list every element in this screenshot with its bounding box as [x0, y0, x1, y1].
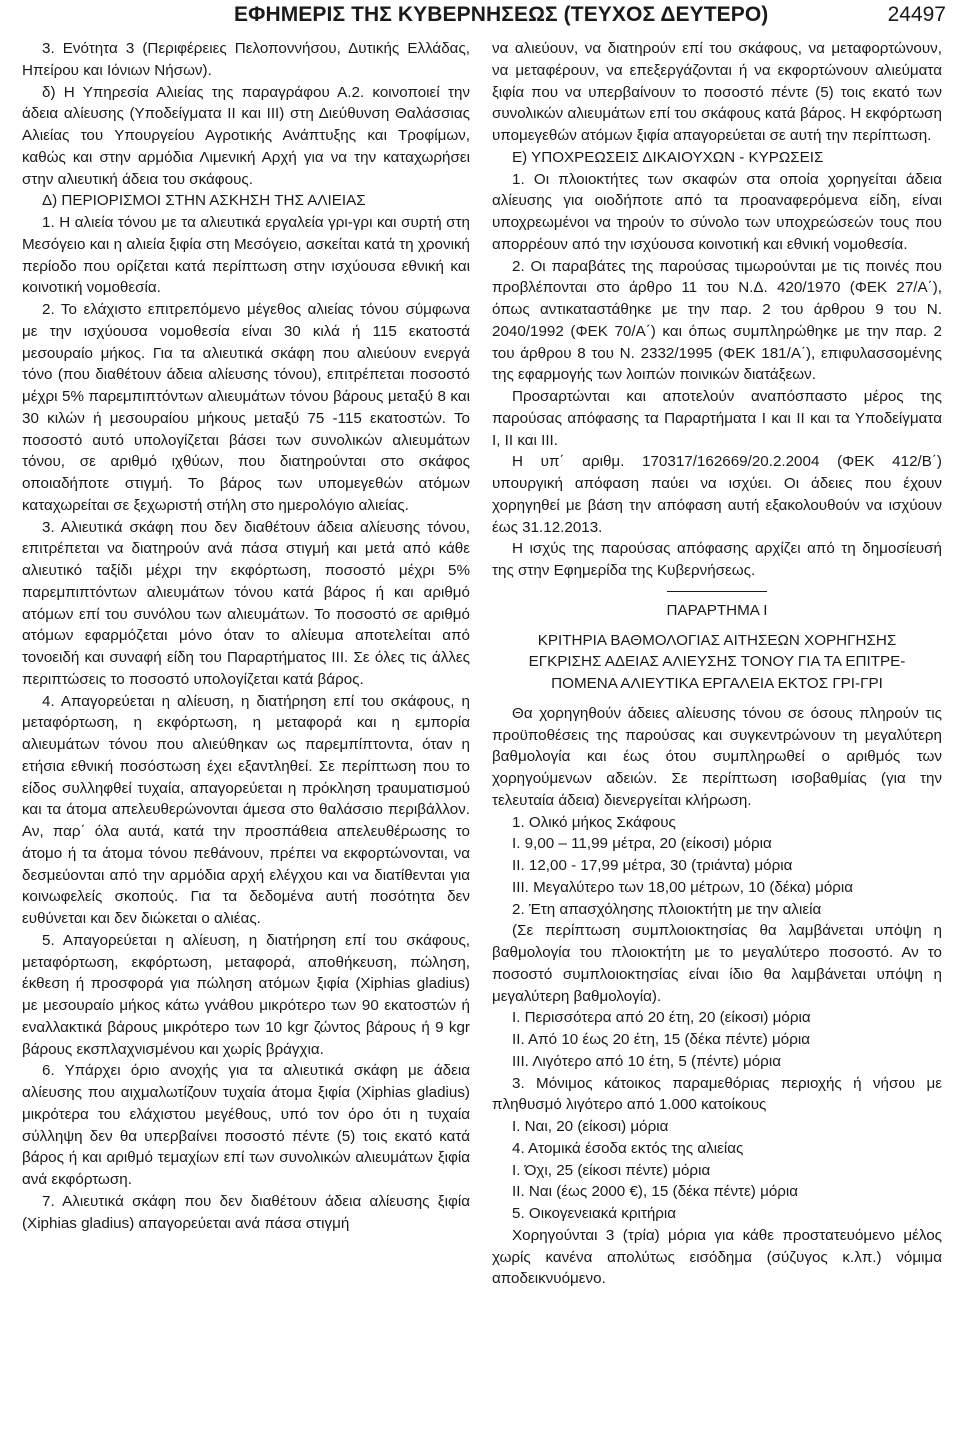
section-heading-d: Δ) ΠΕΡΙΟΡΙΣΜΟΙ ΣΤΗΝ ΑΣΚΗΣΗ ΤΗΣ ΑΛΙΕΙΑΣ: [42, 192, 366, 210]
criterion-3: 3. Μόνιμος κάτοικος παραμεθόριας περιοχής ή νήσου με πληθυσμό λιγότερο από 1.000 κατοίκους: [492, 1074, 942, 1114]
criterion-1: 1. Ολικό μήκος Σκάφους: [512, 813, 676, 831]
paragraph-validity: Η ισχύς της παρούσας απόφασης αρχίζει από τη δημοσίευσή της στην Εφημερίδα της Κυβερνήσεως.: [492, 540, 942, 579]
annex-intro: Θα χορηγηθούν άδειες αλίευσης τόνου σε όσους πληρούν τις προϋποθέσεις της παρούσας και συγκεντρώνουν τη μεγαλύτερη βαθμολογία και έως ότου συμπληρωθεί ο αριθμός των χορηγούμενων αδειών. Σε περίπτωση ισοβαθμίας (για την τελευταία άδεια) διενεργείται κλήρωση.: [492, 704, 942, 809]
criterion-2-option-iii: ΙΙΙ. Λιγότερο από 10 έτη, 5 (πέντε) μόρια: [512, 1052, 781, 1070]
criterion-2-note: (Σε περίπτωση συμπλοιοκτησίας θα λαμβάνεται υπόψη η βαθμολογία του πλοιοκτήτη με το μεγαλύτερο ποσοστό. Αν το ποσοστό συμπλοιοκτησίας είναι ίδιο θα λαμβάνεται υπόψη η μεγαλύτερη βαθμολογία).: [492, 922, 942, 1005]
page-number: 24497: [887, 3, 946, 26]
paragraph-continuation: να αλιεύουν, να διατηρούν επί του σκάφους, να μεταφορτώνουν, να μεταφέρουν, να επεξεργάζονται ή να εκφορτώνουν αλιεύματα ξιφία που να υπερβαίνουν το ποσοστό πέντε (5) τοις εκατό των συνολικών αλιευμάτων επί του σκάφους κατά βάρος. Η εκφόρτωση υπομεγεθών ατόμων ξιφία απαγορεύεται σε αυτή την περίπτωση.: [492, 40, 942, 144]
restriction-item-5: 5. Απαγορεύεται η αλίευση, η διατήρηση επί του σκάφους, μεταφόρτωση, εκφόρτωση, μεταφορά, αποθήκευση, πώληση, έκθεση ή προσφορά για πώληση ατόμων ξιφία (Xiphias gladius) με μεσουραίο μήκος κάτω γνάθου μικρότερο των 90 εκατοστών ή εναλλακτικά βάρους μικρότερο των 10 kgr ζώντος βάρους ή 9 kgr βάρους εκσπλαχνισμένου και χωρίς βράγχια.: [22, 931, 470, 1058]
annex-subtitle-line-1: ΚΡΙΤΗΡΙΑ ΒΑΘΜΟΛΟΓΙΑΣ ΑΙΤΗΣΕΩΝ ΧΟΡΗΓΗΣΗΣ: [537, 631, 897, 649]
restriction-item-7: 7. Αλιευτικά σκάφη που δεν διαθέτουν άδεια αλίευσης ξιφία (Xiphias gladius) απαγορεύεται ανά πάσα στιγμή: [22, 1192, 470, 1232]
paragraph-region-3: 3. Ενότητα 3 (Περιφέρειες Πελοποννήσου, Δυτικής Ελλάδας, Ηπείρου και Ιόνιων Νήσων).: [22, 40, 470, 79]
criterion-2-option-i: Ι. Περισσότερα από 20 έτη, 20 (είκοσι) μόρια: [512, 1009, 811, 1027]
restriction-item-3: 3. Αλιευτικά σκάφη που δεν διαθέτουν άδεια αλίευσης τόνου, επιτρέπεται να διατηρούν ανά πάσα στιγμή και μετά από κάθε αλιευτικό ταξίδι μέχρι την εκφόρτωση, ποσοστό μέχρι 5% παρεμπιπτόντων αλιευμάτων τόνου κατά βάρος ή και αριθμό ατόμων επί του συνόλου των αλιευμάτων. Το ποσοστό σε αριθμό ατόμων εφαρμόζεται μόνο όταν το αλίευμα αποτελείται από τονοειδή και συναφή είδη του Παραρτήματος ΙΙΙ. Σε όλες τις άλλες περιπτώσεις το ποσοστό υπολογίζεται κατά βάρος.: [22, 518, 470, 688]
spacer: [492, 695, 942, 703]
paragraph-repeal: Η υπ΄ αριθμ. 170317/162669/20.2.2004 (ΦΕΚ 412/Β΄) υπουργική απόφαση παύει να ισχύει. Οι άδειες που έχουν χορηγηθεί με βάση την απόφαση αυτή εξακολουθούν να ισχύουν έως 31.12.2013.: [492, 453, 942, 536]
annex-subtitle-line-3: ΠΟΜΕΝΑ ΑΛΙΕΥΤΙΚΑ ΕΡΓΑΛΕΙΑ ΕΚΤΟΣ ΓΡΙ-ΓΡΙ: [551, 675, 883, 692]
criterion-4-option-ii: ΙΙ. Ναι (έως 2000 €), 15 (δέκα πέντε) μόρια: [512, 1183, 799, 1201]
criterion-4-option-i: Ι. Όχι, 25 (είκοσι πέντε) μόρια: [512, 1161, 711, 1179]
criterion-2-option-ii: ΙΙ. Από 10 έως 20 έτη, 15 (δέκα πέντε) μόρια: [512, 1031, 811, 1048]
paragraph-annexes: Προσαρτώνται και αποτελούν αναπόσπαστο μέρος της παρούσας απόφασης τα Παραρτήματα Ι και ΙΙ και τα Υποδείγματα Ι, ΙΙ και ΙΙΙ.: [492, 388, 942, 449]
criterion-1-option-i: Ι. 9,00 – 11,99 μέτρα, 20 (είκοσι) μόρια: [512, 835, 772, 853]
restriction-item-4: 4. Απαγορεύεται η αλίευση, η διατήρηση επί του σκάφους, η μεταφόρτωση, η εκφόρτωση, η μεταφορά και η εμπορία αλιευμάτων τόνου που αλιεύθηκαν ως παρεμπίπτοντα, όταν η ετήσια εθνική ποσόστωση έχει εξαντληθεί. Σε περίπτωση που το είδος συλληφθεί τυχαία, απαγορεύεται η πρόκληση τραυματισμού και τα άτομα απελευθερώνονται άμεσα στο θαλάσσιο περιβάλλον. Αν, παρ΄ όλα αυτά, κατά την προσπάθεια απελευθέρωσης το άτομο ή τα άτομα τόνου πεθάνουν, πρέπει να εκφορτώνονται, να δεσμεύονται από την αρμόδια αρχή ελέγχου και να διατίθενται για κοινωφελείς σκοπούς. Για τα δεδομένα αυτή ποσότητα δεν ευθύνεται και δεν διώκεται ο αλιέας.: [22, 692, 470, 927]
left-column: [22, 38, 470, 1234]
criterion-5: 5. Οικογενειακά κριτήρια: [512, 1205, 677, 1222]
obligation-item-1: 1. Οι πλοιοκτήτες των σκαφών στα οποία χορηγείται άδεια αλίευσης για οιοδήποτε από τα προαναφερόμενα είδη, είναι υποχρεωμένοι να τηρούν το σύνολο των υποχρεώσεών τους που απορρέουν από την ισχύουσα κοινοτική και εθνική νομοθεσία.: [492, 170, 942, 253]
criterion-1-option-iii: ΙΙΙ. Μεγαλύτερο των 18,00 μέτρων, 10 (δέκα) μόρια: [512, 878, 854, 896]
right-column: [492, 38, 942, 1290]
paragraph-fisheries-service: δ) Η Υπηρεσία Αλιείας της παραγράφου Α.2. κοινοποιεί την άδεια αλίευσης (Υποδείγματα ΙΙ και ΙΙΙ) στη Διεύθυνση Θαλάσσιας Αλιείας του Υπουργείου Αγροτικής Ανάπτυξης και Τροφίμων, καθώς και στην αρμόδια Λιμενική Αρχή για να την καταχωρήσει στην αλιευτική άδεια του σκάφους.: [22, 83, 470, 188]
annex-subtitle-line-2: ΕΓΚΡΙΣΗΣ ΑΔΕΙΑΣ ΑΛΙΕΥΣΗΣ ΤΟΝΟΥ ΓΙΑ ΤΑ ΕΠΙΤΡΕ-: [528, 653, 906, 671]
gazette-title: ΕΦΗΜΕΡΙΣ ΤΗΣ ΚΥΒΕΡΝΗΣΕΩΣ (ΤΕΥΧΟΣ ΔΕΥΤΕΡΟ): [234, 3, 769, 26]
spacer: [492, 622, 942, 630]
annex-title: ΠΑΡΑΡΤΗΜΑ Ι: [666, 601, 768, 619]
page-header: [0, 0, 960, 34]
restriction-item-6: 6. Υπάρχει όριο ανοχής για τα αλιευτικά σκάφη με άδεια αλίευσης που αιχμαλωτίζουν τυχαία άτομα ξιφία (Xiphias gladius) μικρότερα του ελάχιστου μεγέθους, υπό τον όρο ότι η τυχαία σύλληψη δεν θα υπερβαίνει ποσοστό πέντε (5) τοις εκατό κατά βάρος ή και αριθμό τεμαχίων επί των συνολικών αλιευμάτων ξιφία ανά εκφόρτωση.: [22, 1062, 470, 1188]
criterion-2: 2. Έτη απασχόλησης πλοιοκτήτη με την αλιεία: [512, 900, 822, 918]
restriction-item-2: 2. Το ελάχιστο επιτρεπόμενο μέγεθος αλιείας τόνου σύμφωνα με την ισχύουσα νομοθεσία είναι 30 κιλά ή 115 εκατοστά μεσουραίο μήκος. Για τα αλιευτικά σκάφη που αλιεύουν ενεργά τόνο (που διαθέτουν άδεια αλίευσης τόνου), επιτρέπεται ποσοστό μέχρι 5% παρεμπιπτόντων αλιευμάτων τόνου βάρους μεταξύ 8 και 30 κιλών ή μεσουραίου μήκους μεταξύ 75 -115 εκατοστών. Το ποσοστό αυτό υπολογίζεται βάσει των συνολικών αλιευμάτων τόνου, σε αριθμό ιχθύων, που διατηρούνται στο σκάφος οποιαδήποτε στιγμή. Το βάρος των υπομεγεθών ατόμων καταχωρείται σε ξεχωριστή στήλη στο ημερολόγιο αλιείας.: [22, 301, 470, 514]
criterion-1-option-ii: ΙΙ. 12,00 - 17,99 μέτρα, 30 (τριάντα) μόρια: [512, 857, 793, 874]
criterion-4: 4. Ατομικά έσοδα εκτός της αλιείας: [512, 1139, 744, 1157]
restriction-item-1: 1. Η αλιεία τόνου με τα αλιευτικά εργαλεία γρι-γρι και συρτή στη Μεσόγειο και η αλιεία ξιφία στη Μεσόγειο, ασκείται κατά τη χρονική περίοδο που ορίζεται κατά περίπτωση στην ισχύουσα εθνική και κοινοτική νομοθεσία.: [22, 214, 470, 297]
section-heading-e: Ε) ΥΠΟΧΡΕΩΣΕΙΣ ΔΙΚΑΙΟΥΧΩΝ - ΚΥΡΩΣΕΙΣ: [512, 148, 824, 166]
separator-rule: [667, 591, 767, 592]
obligation-item-2: 2. Οι παραβάτες της παρούσας τιμωρούνται με τις ποινές που προβλέπονται στο άρθρο 11 του Ν.Δ. 420/1970 (ΦΕΚ 27/Α΄), όπως αντικαταστάθηκε με την παρ. 2 του άρθρου 9 του Ν. 2040/1992 (ΦΕΚ 70/Α΄) και όπως συμπληρώθηκε με την παρ. 2 του άρθρου 8 του Ν. 2332/1995 (ΦΕΚ 181/Α΄), επιφυλασσομένης της εφαρμογής των λοιπών ποινικών διατάξεων.: [492, 257, 942, 384]
criterion-5-text: Χορηγούνται 3 (τρία) μόρια για κάθε προστατευόμενο μέλος χωρίς κανένα απολύτως εισόδημα (σύζυγος κ.λπ.) νόμιμα αποδεικνυόμενο.: [492, 1226, 942, 1288]
criterion-3-option-i: Ι. Ναι, 20 (είκοσι) μόρια: [512, 1118, 669, 1135]
